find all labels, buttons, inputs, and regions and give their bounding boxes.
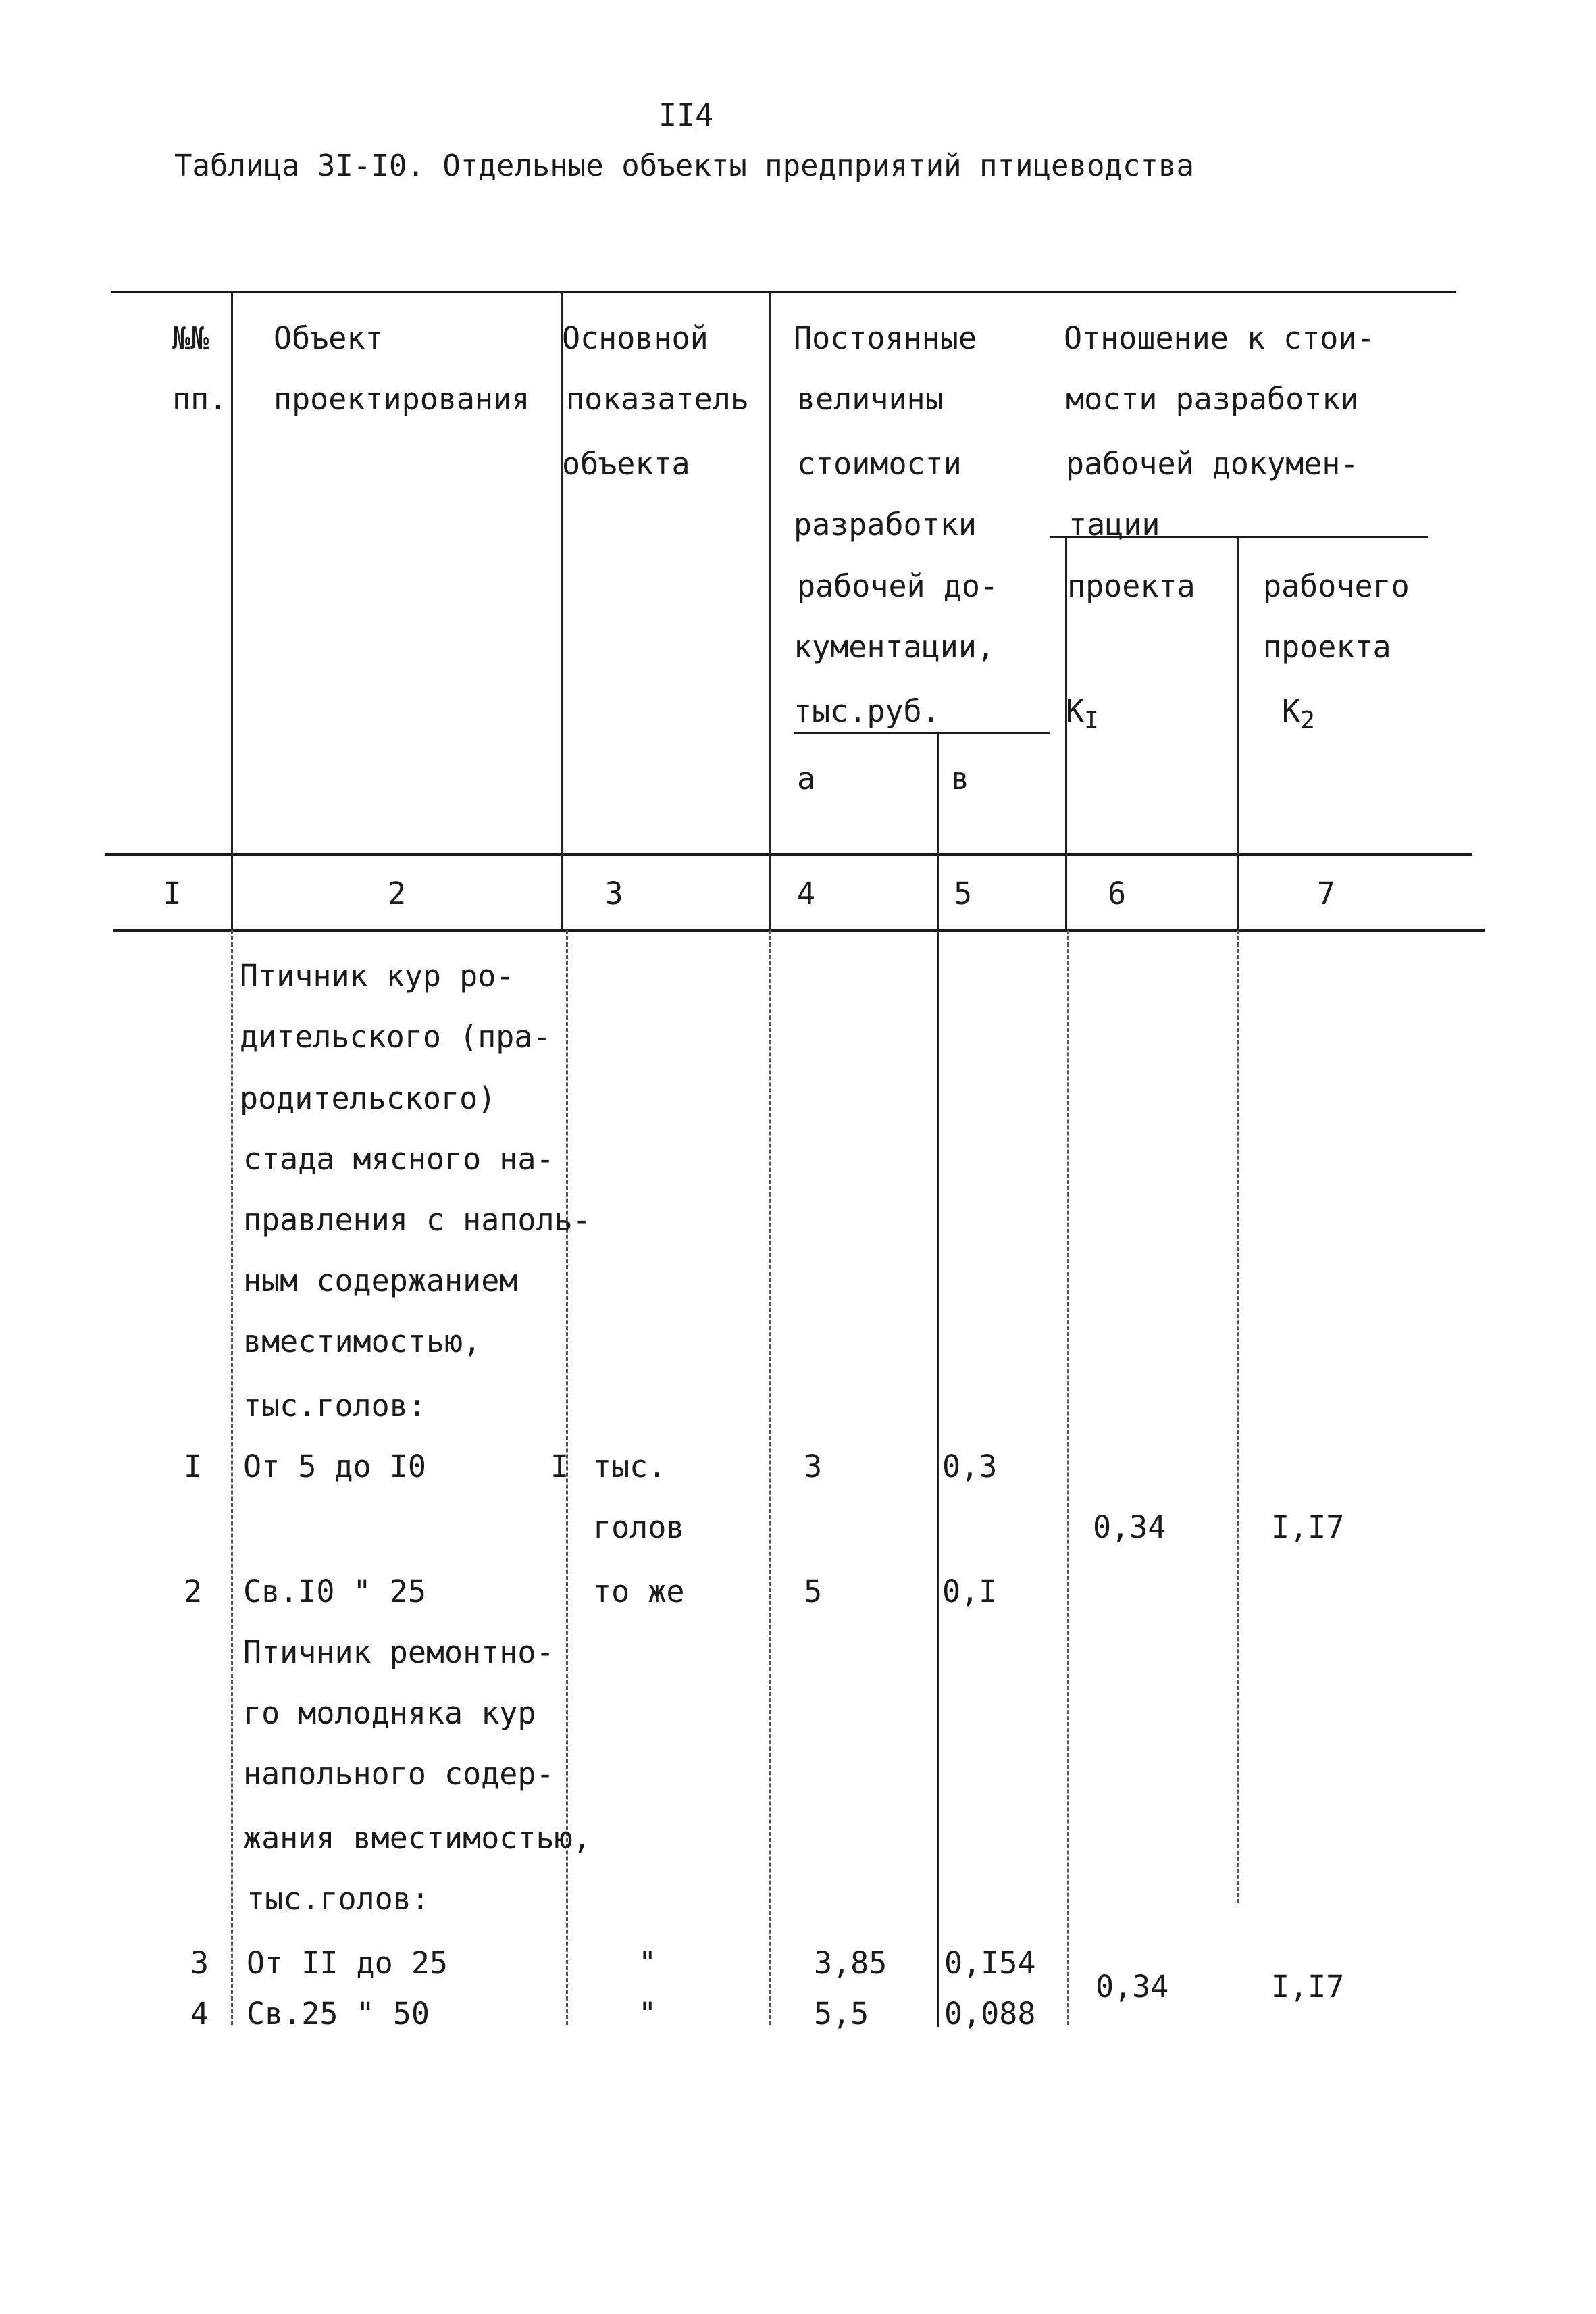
group1-title-line4: стада мясного на- [243, 1141, 555, 1177]
group1-title-line5: правления с наполь- [243, 1202, 591, 1238]
row4-b: 0,088 [944, 1996, 1036, 2032]
header-col45-line7: тыс.руб. [794, 693, 940, 729]
group1-title-line6: ным содержанием [243, 1263, 518, 1299]
row2-unit: то же [593, 1574, 685, 1609]
header-col5-sub: в [951, 761, 970, 797]
page-number: II4 [659, 97, 714, 133]
column-number-6: 6 [1108, 876, 1127, 911]
row3-num: 3 [190, 1945, 209, 1981]
row3-b: 0,I54 [944, 1945, 1036, 1981]
header-col7-line1: рабочего [1263, 568, 1410, 604]
header-col2-line1: Объект [274, 320, 384, 356]
row4-name: Св.25 " 50 [247, 1996, 430, 2032]
column-number-3: 3 [604, 876, 623, 911]
header-col45-line2: величины [797, 381, 944, 417]
header-col7-k-letter: К [1282, 693, 1301, 729]
group2-title-line3: напольного содер- [243, 1756, 555, 1792]
header-col45-line4: разработки [794, 507, 977, 543]
header-bottom-rule [105, 853, 1472, 856]
group1-title-line3: родительского) [240, 1080, 496, 1116]
header-col3-line1: Основной [562, 320, 709, 356]
col-line-2 [561, 292, 563, 930]
group2-k1: 0,34 [1096, 1969, 1169, 2005]
row1-name: От 5 до I0 [243, 1449, 426, 1484]
row1-b: 0,3 [942, 1449, 998, 1484]
column-numbers-bottom-rule [113, 929, 1485, 932]
column-number-5: 5 [954, 876, 973, 911]
body-col-line-6 [1237, 930, 1239, 1903]
col-line-3 [769, 292, 771, 930]
row1-unit-line2: голов [593, 1509, 685, 1545]
column-number-1: I [163, 876, 182, 911]
body-col-line-5 [1067, 930, 1069, 2025]
subheader-rule-ab [794, 732, 1050, 734]
header-col45-line3: стоимости [797, 446, 962, 482]
header-col45-line1: Постоянные [794, 320, 977, 356]
row1-unit-prefix: I [550, 1449, 569, 1484]
header-col45-line5: рабочей до- [797, 568, 999, 604]
col-line-4 [937, 733, 939, 2027]
header-col45-line6: кументации, [794, 629, 996, 665]
group1-k2: I,I7 [1271, 1509, 1345, 1545]
body-col-line-1 [231, 930, 233, 2025]
header-col7-line2: проекта [1263, 629, 1391, 665]
row3-name: От II до 25 [247, 1945, 448, 1981]
group1-title-line8: тыс.голов: [243, 1388, 426, 1424]
header-col67-line2: мости разработки [1066, 381, 1359, 417]
row4-unit: " [638, 1996, 657, 2032]
row1-unit-line1: тыс. [593, 1449, 667, 1484]
group1-title-line1: Птичник кур ро- [240, 958, 515, 994]
group2-title-line1: Птичник ремонтно- [243, 1634, 555, 1670]
header-col6-label: проекта [1067, 568, 1195, 604]
row3-unit: " [638, 1945, 657, 1981]
header-col6-k-sub: I [1084, 707, 1099, 734]
row2-name: Св.I0 " 25 [243, 1574, 426, 1609]
group2-title-line2: го молодняка кур [243, 1695, 536, 1731]
row3-a: 3,85 [814, 1945, 887, 1981]
header-col6-k [1066, 693, 1099, 734]
header-col67-line1: Отношение к стои- [1064, 320, 1375, 356]
table-top-rule [111, 291, 1456, 293]
header-col3-line2: показатель [566, 381, 749, 417]
table-title: Таблица 3I-I0. Отдельные объекты предприятий птицеводства [174, 149, 1194, 183]
group2-k2: I,I7 [1271, 1969, 1345, 2005]
row2-a: 5 [804, 1574, 823, 1609]
row1-num: I [184, 1449, 203, 1484]
group1-title-line7: вместимостью, [243, 1324, 482, 1359]
group1-title-line2: дительского (пра- [240, 1019, 551, 1055]
row2-b: 0,I [942, 1574, 998, 1609]
header-col7-k-sub: 2 [1300, 707, 1315, 734]
header-col2-line2: проектирования [274, 381, 530, 417]
body-col-line-3 [769, 930, 771, 2025]
row1-a: 3 [804, 1449, 823, 1484]
header-col67-line4: тации [1069, 507, 1160, 543]
row4-a: 5,5 [814, 1996, 869, 2032]
column-number-7: 7 [1317, 876, 1336, 911]
group2-title-line4: жания вместимостью, [243, 1820, 591, 1856]
row4-num: 4 [190, 1996, 209, 2032]
group2-title-line5: тыс.голов: [247, 1881, 430, 1917]
header-col67-line3: рабочей докумен- [1066, 446, 1359, 482]
header-col4-sub: а [797, 761, 816, 797]
header-col3-line3: объекта [562, 446, 690, 482]
header-col6-k-letter: К [1066, 693, 1085, 729]
column-number-4: 4 [797, 876, 816, 911]
header-col1-line1: №№ [172, 320, 209, 356]
group1-k1: 0,34 [1093, 1509, 1166, 1545]
header-col7-k [1282, 693, 1315, 734]
col-line-1 [231, 292, 233, 930]
col-line-6 [1237, 537, 1239, 929]
row2-num: 2 [184, 1574, 203, 1609]
header-col1-line2: пп. [172, 381, 228, 417]
column-number-2: 2 [387, 876, 407, 911]
